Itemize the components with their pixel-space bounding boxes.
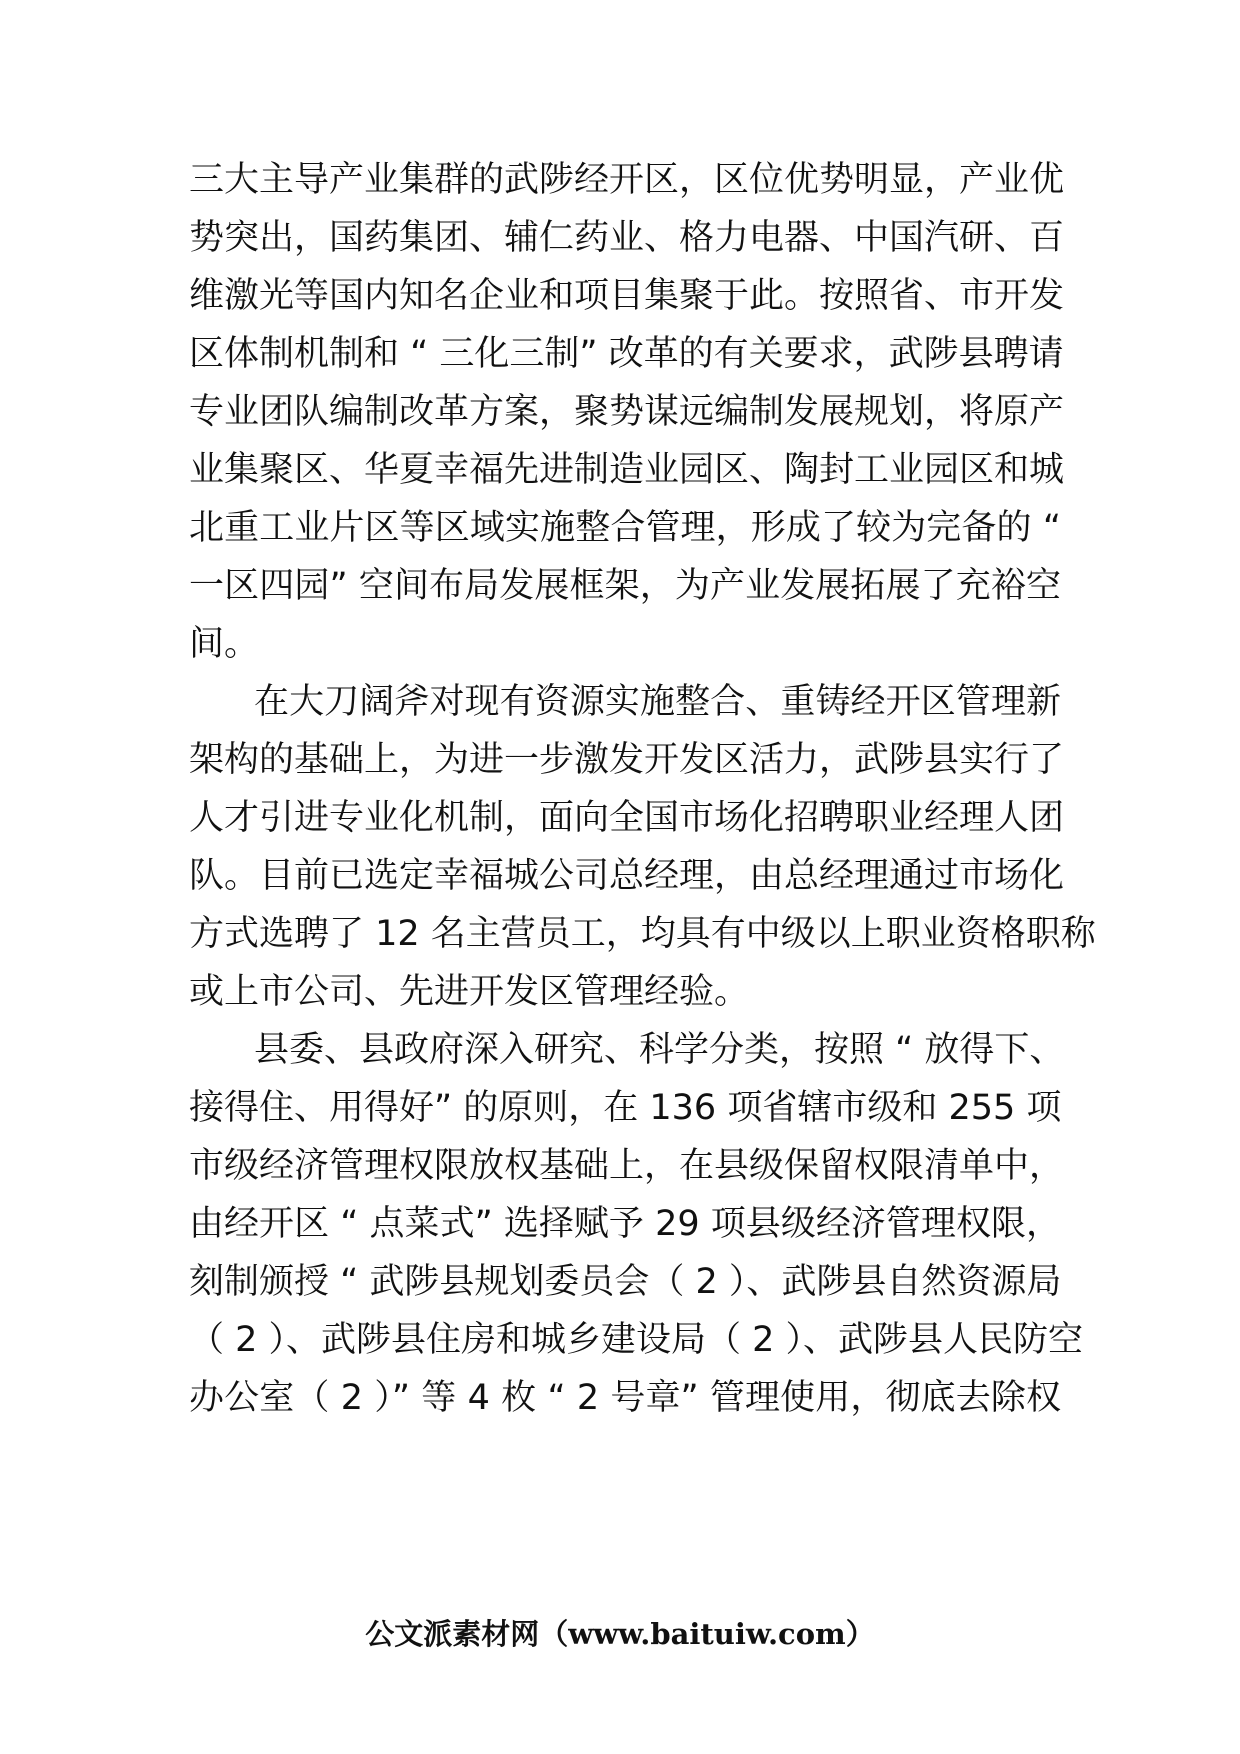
paragraph-1-line-3: 维激光等国内知名企业和项目集聚于此。按照省、市开发 [189,276,1065,316]
paragraph-2-line-6: 或上市公司、先进开发区管理经验。 [189,972,750,1012]
paragraph-3-line-6: （ 2 ）、武陟县住房和城乡建设局（ 2 ）、武陟县人民防空 [189,1320,1084,1360]
paragraph-3-line-4: 由经开区 “ 点菜式” 选择赋予 29 项县级经济管理权限， [189,1204,1061,1244]
paragraph-2-line-2: 架构的基础上，为进一步激发开发区活力，武陟县实行了 [189,740,1065,780]
paragraph-2-line-5: 方式选聘了 12 名主营员工，均具有中级以上职业资格职称 [189,914,1096,954]
paragraph-1-line-7: 北重工业片区等区域实施整合管理，形成了较为完备的 “ [189,508,1061,548]
paragraph-1-line-6: 业集聚区、华夏幸福先进制造业园区、陶封工业园区和城 [189,450,1065,490]
paragraph-1-line-1: 三大主导产业集群的武陟经开区，区位优势明显，产业优 [189,160,1065,200]
paragraph-3-line-1: 县委、县政府深入研究、科学分类，按照 “ 放得下、 [254,1030,1065,1070]
paragraph-1-line-4: 区体制机制和 “ 三化三制” 改革的有关要求，武陟县聘请 [189,334,1064,374]
paragraph-3-line-2: 接得住、用得好” 的原则，在 136 项省辖市级和 255 项 [189,1088,1062,1128]
paragraph-1-line-9: 间。 [189,624,260,664]
paragraph-1-line-8: 一区四园” 空间布局发展框架，为产业发展拓展了充裕空 [189,566,1061,606]
paragraph-3-line-7: 办公室（ 2 ）” 等 4 枚 “ 2 号章” 管理使用，彻底去除权 [189,1378,1061,1418]
paragraph-3-line-3: 市级经济管理权限放权基础上，在县级保留权限清单中， [189,1146,1065,1186]
paragraph-3-line-5: 刻制颁授 “ 武陟县规划委员会（ 2 ）、武陟县自然资源局 [189,1262,1062,1302]
paragraph-1-line-5: 专业团队编制改革方案，聚势谋远编制发展规划，将原产 [189,392,1065,432]
footer-source: 公文派素材网（www.baituiw.com） [365,1617,875,1651]
paragraph-1-line-2: 势突出，国药集团、辅仁药业、格力电器、中国汽研、百 [189,218,1065,258]
paragraph-2-line-3: 人才引进专业化机制，面向全国市场化招聘职业经理人团 [189,798,1065,838]
paragraph-2-line-4: 队。目前已选定幸福城公司总经理，由总经理通过市场化 [189,856,1065,896]
paragraph-2-line-1: 在大刀阔斧对现有资源实施整合、重铸经开区管理新 [254,682,1061,722]
